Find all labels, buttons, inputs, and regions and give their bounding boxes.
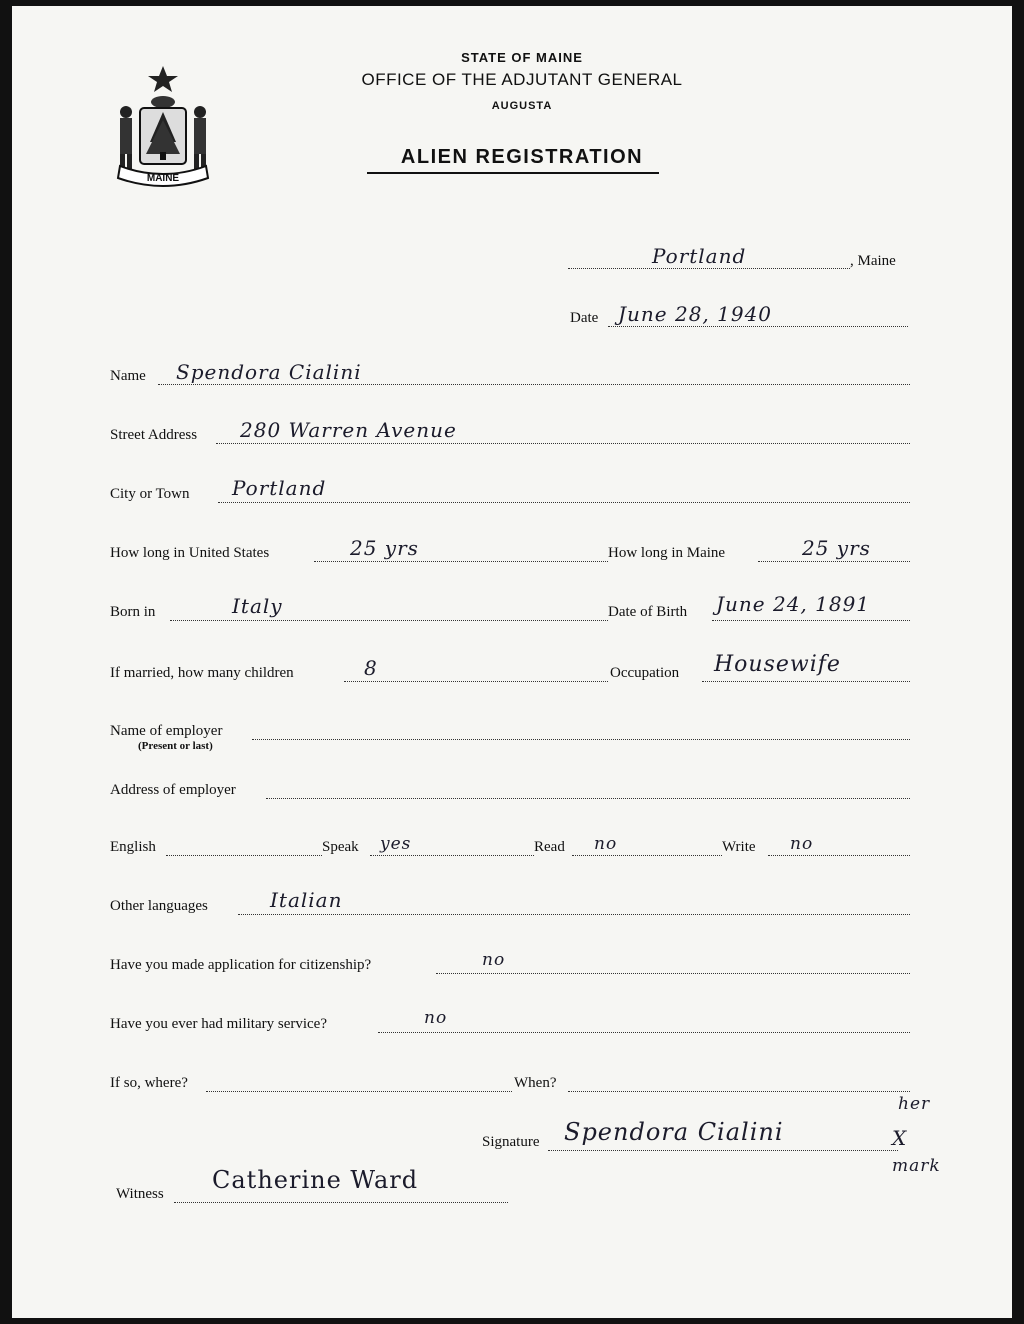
employer-note-label: (Present or last) xyxy=(138,740,213,752)
english-line xyxy=(166,855,322,856)
children-line xyxy=(344,681,608,682)
occupation-label: Occupation xyxy=(610,665,680,681)
title-underline xyxy=(367,172,659,174)
employer-address-line xyxy=(266,798,910,799)
children-label: If married, how many children xyxy=(110,665,294,681)
where-line xyxy=(206,1091,512,1092)
read-label: Read xyxy=(534,839,565,855)
how-long-us-value[interactable]: 25 yrs xyxy=(350,536,419,560)
when-line xyxy=(568,1091,910,1092)
write-label: Write xyxy=(722,839,756,855)
name-value[interactable]: Spendora Cialini xyxy=(176,360,362,384)
born-in-line xyxy=(170,620,608,621)
maine-label: , Maine xyxy=(850,253,896,269)
witness-value[interactable]: Catherine Ward xyxy=(212,1166,419,1194)
city-heading: AUGUSTA xyxy=(491,100,553,112)
city-label: City or Town xyxy=(110,486,190,502)
born-in-value[interactable]: Italy xyxy=(232,594,283,618)
other-languages-value[interactable]: Italian xyxy=(270,888,343,912)
street-label: Street Address xyxy=(110,427,198,443)
office-heading: OFFICE OF THE ADJUTANT GENERAL xyxy=(361,70,683,89)
state-heading: STATE OF MAINE xyxy=(461,50,583,65)
dob-value[interactable]: June 24, 1891 xyxy=(716,592,871,616)
military-line xyxy=(378,1032,910,1033)
how-long-us-label: How long in United States xyxy=(110,545,270,561)
place-line xyxy=(568,268,850,269)
mark-x-text: X xyxy=(892,1126,908,1150)
mark-word-text: mark xyxy=(892,1156,941,1176)
read-line xyxy=(572,855,722,856)
witness-label: Witness xyxy=(116,1186,164,1202)
date-line xyxy=(608,326,908,327)
dob-label: Date of Birth xyxy=(608,604,688,620)
employer-name-label: Name of employer xyxy=(110,723,223,739)
form-title: ALIEN REGISTRATION xyxy=(400,146,644,168)
when-label: When? xyxy=(514,1075,557,1091)
citizenship-value[interactable]: no xyxy=(482,950,506,970)
signature-line xyxy=(548,1150,898,1151)
city-value[interactable]: Portland xyxy=(232,476,327,500)
date-label: Date xyxy=(570,310,599,326)
date-value[interactable]: June 28, 1940 xyxy=(618,302,773,326)
citizenship-label: Have you made application for citizenship? xyxy=(110,957,372,973)
occupation-value[interactable]: Housewife xyxy=(714,652,841,677)
dob-line xyxy=(712,620,910,621)
employer-address-label: Address of employer xyxy=(110,782,236,798)
place-value[interactable]: Portland xyxy=(652,244,747,268)
born-in-label: Born in xyxy=(110,604,156,620)
how-long-us-line xyxy=(314,561,608,562)
write-value[interactable]: no xyxy=(790,834,814,854)
street-line xyxy=(216,443,910,444)
military-value[interactable]: no xyxy=(424,1008,448,1028)
other-languages-label: Other languages xyxy=(110,898,208,914)
speak-line xyxy=(370,855,534,856)
where-label: If so, where? xyxy=(110,1075,188,1091)
how-long-maine-label: How long in Maine xyxy=(608,545,726,561)
how-long-maine-value[interactable]: 25 yrs xyxy=(802,536,871,560)
alien-registration-form xyxy=(12,6,1012,1318)
other-languages-line xyxy=(238,914,910,915)
speak-value[interactable]: yes xyxy=(380,834,412,854)
how-long-maine-line xyxy=(758,561,910,562)
seal-banner-text: MAINE xyxy=(146,173,180,184)
read-value[interactable]: no xyxy=(594,834,618,854)
english-label: English xyxy=(110,839,156,855)
mark-her-text: her xyxy=(898,1094,931,1114)
witness-line xyxy=(174,1202,508,1203)
military-label: Have you ever had military service? xyxy=(110,1016,327,1032)
name-label: Name xyxy=(110,368,146,384)
employer-name-line xyxy=(252,739,910,740)
name-line xyxy=(158,384,910,385)
signature-label: Signature xyxy=(482,1134,540,1150)
speak-label: Speak xyxy=(322,839,359,855)
occupation-line xyxy=(702,681,910,682)
write-line xyxy=(768,855,910,856)
signature-value[interactable]: Spendora Cialini xyxy=(564,1118,784,1146)
children-value[interactable]: 8 xyxy=(364,656,378,680)
street-value[interactable]: 280 Warren Avenue xyxy=(240,418,457,442)
city-line xyxy=(218,502,910,503)
citizenship-line xyxy=(436,973,910,974)
